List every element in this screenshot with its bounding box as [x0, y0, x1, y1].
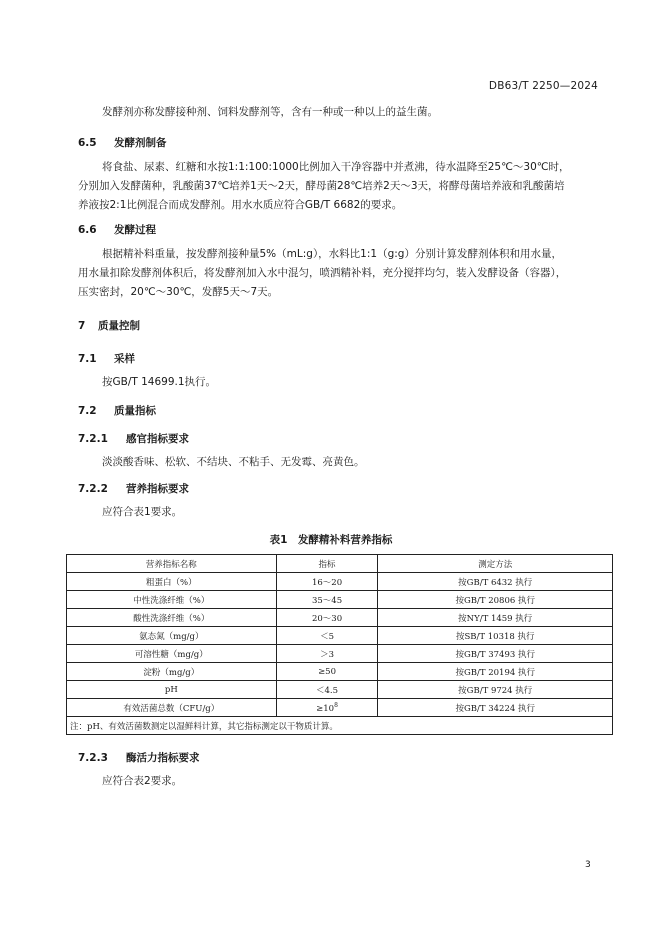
table-cell: 有效活菌总数（CFU/g） [67, 699, 277, 717]
table-cell: 按GB/T 20806 执行 [378, 591, 613, 609]
header-cell: 测定方法 [378, 555, 613, 573]
s6-5-line-2: 分别加入发酵菌种，乳酸菌37℃培养1天～2天，酵母菌28℃培养2天～3天，将酵母菌培养液和乳酸菌培 [78, 180, 565, 192]
page-number: 3 [585, 860, 591, 870]
header-cell: 指标 [276, 555, 378, 573]
table-note: 注：pH、有效活菌数测定以湿鲜料计算，其它指标测定以干物质计算。 [67, 717, 613, 735]
section-number: 6.5 [78, 137, 97, 149]
document-code-header: DB63/T 2250—2024 [488, 80, 598, 92]
table-cell: 20～30 [276, 609, 378, 627]
section-title: 质量控制 [98, 320, 140, 332]
table-row [67, 699, 613, 717]
table-row [67, 663, 613, 681]
table-cell: 可溶性糖（mg/g） [67, 645, 277, 663]
table-cell: pH [67, 681, 277, 699]
section-title: 采样 [114, 353, 135, 365]
table-note-row [67, 717, 613, 735]
section-number: 7.2.3 [78, 752, 108, 764]
table-cell: 中性洗涤纤维（%） [67, 591, 277, 609]
section-7-2-1-heading [78, 431, 189, 446]
section-7-heading [78, 318, 140, 333]
section-6-5-heading [78, 135, 167, 150]
value-base: ≥10 [316, 703, 335, 714]
s7-2-2-text: 应符合表1要求。 [102, 506, 183, 518]
intro-paragraph: 发酵剂亦称发酵接种剂、饲料发酵剂等，含有一种或一种以上的益生菌。 [102, 106, 438, 118]
section-number: 7.2.1 [78, 433, 108, 445]
s6-6-line-2: 用水量扣除发酵剂体积后，将发酵剂加入水中混匀，喷洒精补料，充分搅拌均匀，装入发酵设备（容器）， [78, 267, 567, 279]
header-cell: 营养指标名称 [67, 555, 277, 573]
table-row [67, 573, 613, 591]
s6-5-line-1: 将食盐、尿素、红糖和水按1:1:100:1000比例加入干净容器中并煮沸，待水温降至25℃～30℃时， [102, 161, 570, 173]
table-cell: 按GB/T 20194 执行 [378, 663, 613, 681]
table-cell: 35～45 [276, 591, 378, 609]
table-cell: 酸性洗涤纤维（%） [67, 609, 277, 627]
s7-2-1-text: 淡淡酸香味、松软、不结块、不粘手、无发霉、亮黄色。 [102, 456, 365, 468]
section-number: 6.6 [78, 224, 97, 236]
section-title: 发酵过程 [114, 224, 156, 236]
table-cell: ＞3 [276, 645, 378, 663]
section-title: 感官指标要求 [126, 433, 189, 445]
s7-1-text: 按GB/T 14699.1执行。 [102, 376, 217, 388]
s6-6-line-1: 根据精补料重量，按发酵剂接种量5%（mL:g），水料比1:1（g:g）分别计算发酵剂体积和用水量， [102, 248, 562, 260]
section-7-2-2-heading [78, 481, 189, 496]
table-cell: ≥50 [276, 663, 378, 681]
section-7-2-3-heading [78, 750, 200, 765]
table-cell: 按SB/T 10318 执行 [378, 627, 613, 645]
table-cell: 按GB/T 6432 执行 [378, 573, 613, 591]
section-number: 7 [78, 320, 86, 332]
section-title: 发酵剂制备 [114, 137, 167, 149]
section-number: 7.2.2 [78, 483, 108, 495]
section-title: 营养指标要求 [126, 483, 189, 495]
table-cell: 淀粉（mg/g） [67, 663, 277, 681]
table-cell: 按GB/T 37493 执行 [378, 645, 613, 663]
table-cell [276, 699, 378, 717]
table-cell: 按NY/T 1459 执行 [378, 609, 613, 627]
section-number: 7.2 [78, 405, 97, 417]
s6-5-line-3: 养液按2:1比例混合而成发酵剂。用水水质应符合GB/T 6682的要求。 [78, 199, 403, 211]
table-row [67, 645, 613, 663]
section-6-6-heading [78, 222, 156, 237]
section-7-2-heading [78, 403, 156, 418]
table-header-row [67, 555, 613, 573]
table-cell: 按GB/T 34224 执行 [378, 699, 613, 717]
section-title: 酶活力指标要求 [126, 752, 200, 764]
table-row [67, 681, 613, 699]
table-cell: ＜4.5 [276, 681, 378, 699]
section-7-1-heading [78, 351, 135, 366]
s6-6-line-3: 压实密封，20℃～30℃，发酵5天～7天。 [78, 286, 279, 298]
s7-2-3-text: 应符合表2要求。 [102, 775, 183, 787]
table-cell: 按GB/T 9724 执行 [378, 681, 613, 699]
section-number: 7.1 [78, 353, 97, 365]
table-row [67, 627, 613, 645]
table-cell: 粗蛋白（%） [67, 573, 277, 591]
section-title: 质量指标 [114, 405, 156, 417]
table-row [67, 609, 613, 627]
table-row [67, 591, 613, 609]
table-cell: 氨态氮（mg/g） [67, 627, 277, 645]
value-exponent: 8 [334, 701, 338, 709]
table-cell: ＜5 [276, 627, 378, 645]
nutrition-table [66, 554, 613, 735]
table-cell: 16～20 [276, 573, 378, 591]
table-1-caption: 表1 发酵精补料营养指标 [269, 534, 393, 546]
